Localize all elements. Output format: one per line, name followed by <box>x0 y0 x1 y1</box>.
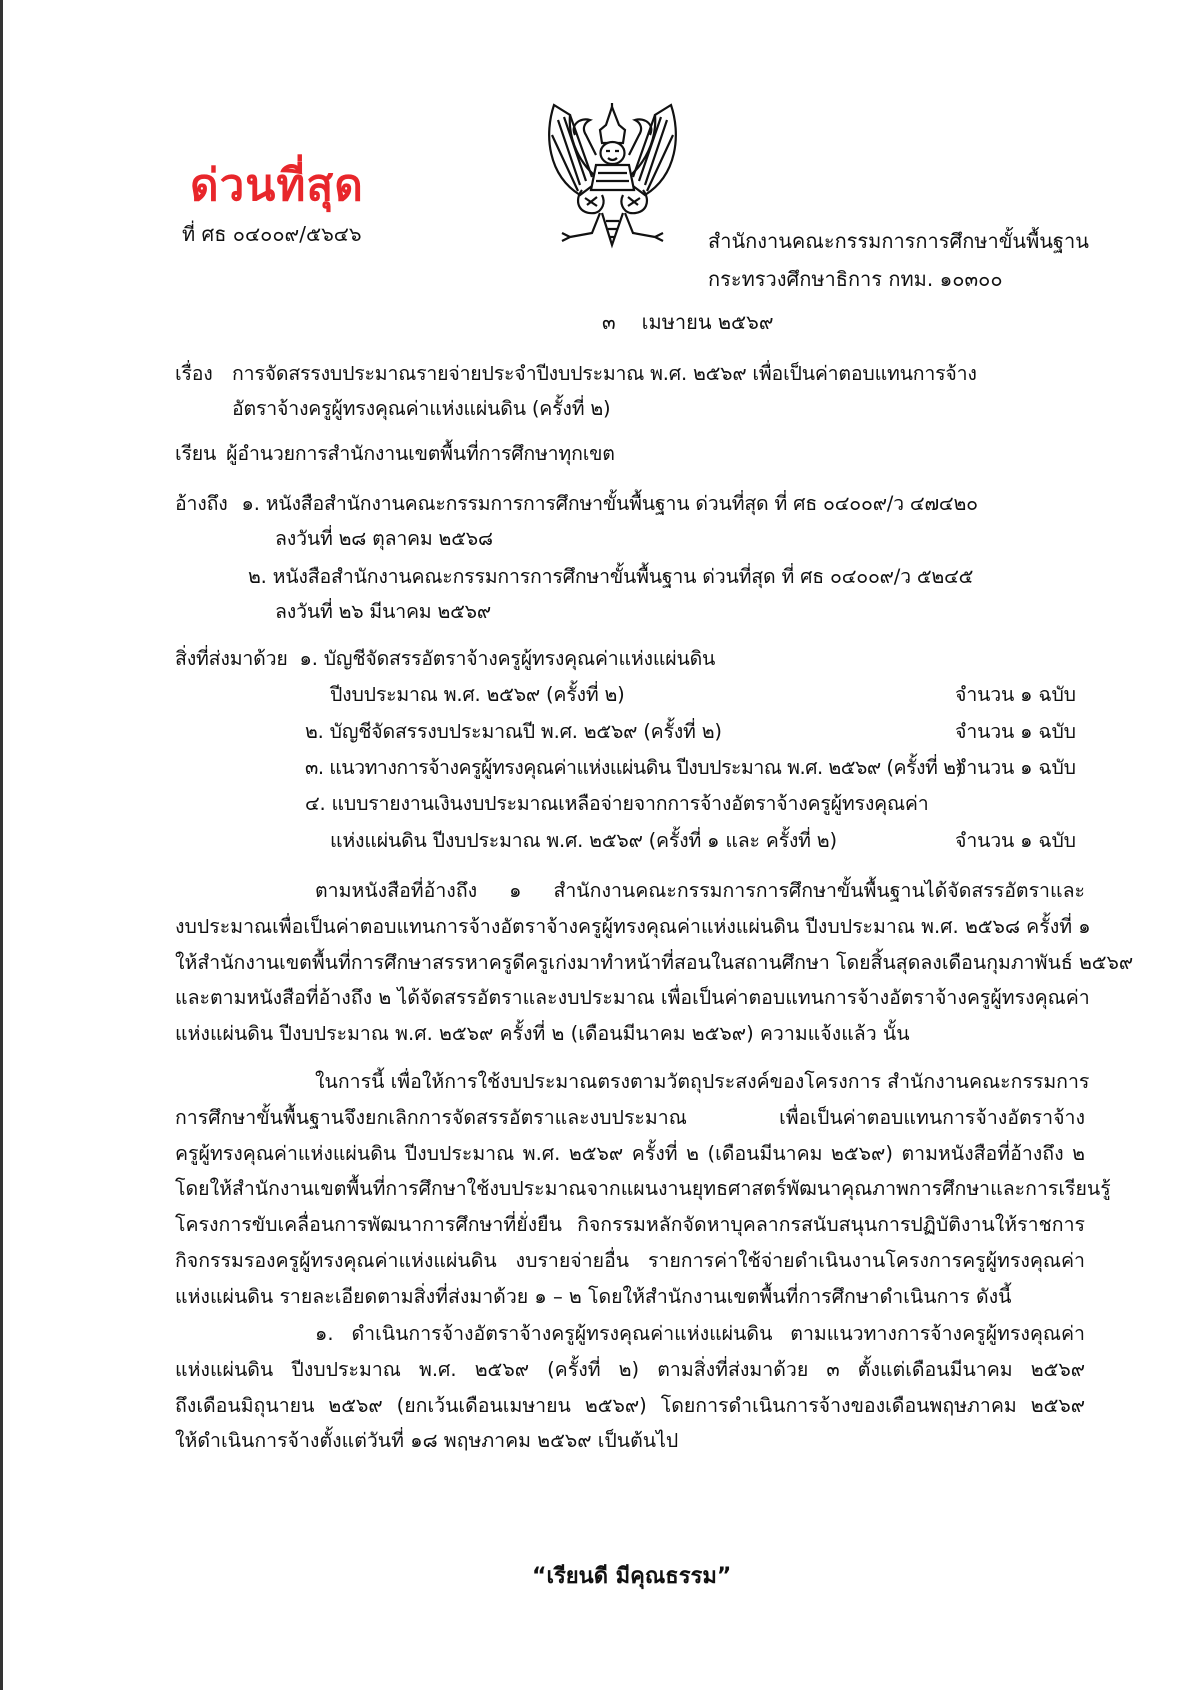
reference-1-date: ลงวันที่ ๒๘ ตุลาคม ๒๕๖๘ <box>275 527 493 550</box>
reference-2-date: ลงวันที่ ๒๖ มีนาคม ๒๕๖๙ <box>275 600 491 623</box>
agency-name: สำนักงานคณะกรรมการการศึกษาขั้นพื้นฐาน <box>708 229 1089 253</box>
attachment-1-line-2: ปีงบประมาณ พ.ศ. ๒๕๖๙ (ครั้งที่ ๒) <box>330 683 625 706</box>
attachments-label: สิ่งที่ส่งมาด้วย <box>175 647 288 670</box>
garuda-emblem-icon <box>540 95 685 250</box>
recipient-label: เรียน <box>175 442 217 465</box>
body-paragraph-2 <box>175 1064 1111 1315</box>
paragraph-1-line: และตามหนังสือที่อ้างถึง ๒ ได้จัดสรรอัตราและงบประมาณ เพื่อเป็นค่าตอบแทนการจ้างอัตราจ้างครูผู้ทรงคุณค่า <box>175 986 1090 1010</box>
issuing-agency <box>708 222 1089 298</box>
paragraph-3-line: แห่งแผ่นดิน ปีงบประมาณ พ.ศ. ๒๕๖๙ (ครั้งที่ ๒) ตามสิ่งที่ส่งมาด้วย ๓ ตั้งแต่เดือนมีนาคม ๒๕๖๙ <box>175 1357 1085 1381</box>
footer-motto: “เรียนดี มีคุณธรรม” <box>532 1564 732 1589</box>
urgency-stamp: ด่วนที่สุด <box>190 160 364 211</box>
references-line-1 <box>175 486 978 522</box>
attachment-1: ๑. บัญชีจัดสรรอัตราจ้างครูผู้ทรงคุณค่าแห่งแผ่นดิน <box>299 647 716 670</box>
paragraph-1-line: ให้สำนักงานเขตพื้นที่การศึกษาสรรหาครูดีครูเก่งมาทำหน้าที่สอนในสถานศึกษา โดยสิ้นสุดลงเดือนกุมภาพันธ์ ๒๕๖๙ <box>175 950 1134 974</box>
paragraph-2-line: โดยให้สำนักงานเขตพื้นที่การศึกษาใช้งบประมาณจากแผนงานยุทธศาสตร์พัฒนาคุณภาพการศึกษาและการเรียนรู้ <box>175 1177 1111 1201</box>
paragraph-3-line: ถึงเดือนมิถุนายน ๒๕๖๙ (ยกเว้นเดือนเมษายน ๒๕๖๙) โดยการดำเนินการจ้างของเดือนพฤษภาคม ๒๕๖๙ <box>175 1393 1085 1417</box>
paragraph-2-line: การศึกษาขั้นพื้นฐานจึงยกเลิกการจัดสรรอัตราและงบประมาณ เพื่อเป็นค่าตอบแทนการจ้างอัตราจ้าง <box>175 1105 1085 1129</box>
date-day: ๓ <box>602 310 616 334</box>
subject-label: เรื่อง <box>175 362 213 385</box>
attachment-4-quantity: จำนวน ๑ ฉบับ <box>955 829 1076 852</box>
body-paragraph-3 <box>175 1316 1085 1459</box>
subject-text-1: การจัดสรรงบประมาณรายจ่ายประจำปีงบประมาณ พ.ศ. ๒๕๖๙ เพื่อเป็นค่าตอบแทนการจ้าง <box>232 362 977 385</box>
subject-text-2: อัตราจ้างครูผู้ทรงคุณค่าแห่งแผ่นดิน (ครั้งที่ ๒) <box>232 397 611 420</box>
paragraph-1-line: แห่งแผ่นดิน ปีงบประมาณ พ.ศ. ๒๕๖๙ ครั้งที่ ๒ (เดือนมีนาคม ๒๕๖๙) ความแจ้งแล้ว นั้น <box>175 1022 910 1046</box>
attachments-line-1 <box>175 641 715 677</box>
paragraph-3-line: ให้ดำเนินการจ้างตั้งแต่วันที่ ๑๘ พฤษภาคม ๒๕๖๙ เป็นต้นไป <box>175 1429 679 1453</box>
paragraph-2-line: ครูผู้ทรงคุณค่าแห่งแผ่นดิน ปีงบประมาณ พ.ศ. ๒๕๖๙ ครั้งที่ ๒ (เดือนมีนาคม ๒๕๖๙) ตามหนังสือที่อ้างถึง ๒ <box>175 1141 1085 1165</box>
recipient-text: ผู้อำนวยการสำนักงานเขตพื้นที่การศึกษาทุกเขต <box>226 442 615 465</box>
paragraph-2-line: กิจกรรมรองครูผู้ทรงคุณค่าแห่งแผ่นดิน งบรายจ่ายอื่น รายการค่าใช้จ่ายดำเนินงานโครงการครูผู้ทรงคุณค่า <box>175 1248 1085 1272</box>
attachment-4: ๔. แบบรายงานเงินงบประมาณเหลือจ่ายจากการจ้างอัตราจ้างครูผู้ทรงคุณค่า <box>305 792 929 815</box>
scan-edge <box>0 0 3 1690</box>
paragraph-3-line: ๑. ดำเนินการจ้างอัตราจ้างครูผู้ทรงคุณค่าแห่งแผ่นดิน ตามแนวทางการจ้างครูผู้ทรงคุณค่า <box>315 1322 1085 1345</box>
references-label: อ้างถึง <box>175 492 228 515</box>
attachment-4-line-2: แห่งแผ่นดิน ปีงบประมาณ พ.ศ. ๒๕๖๙ (ครั้งที่ ๑ และ ครั้งที่ ๒) <box>330 829 837 852</box>
paragraph-2-line: แห่งแผ่นดิน รายละเอียดตามสิ่งที่ส่งมาด้วย ๑ – ๒ โดยให้สำนักงานเขตพื้นที่การศึกษาดำเนินการ ดังนี้ <box>175 1284 1012 1308</box>
reference-2: ๒. หนังสือสำนักงานคณะกรรมการการศึกษาขั้นพื้นฐาน ด่วนที่สุด ที่ ศธ ๐๔๐๐๙/ว ๕๒๔๕ <box>248 565 974 588</box>
paragraph-1-line: ตามหนังสือที่อ้างถึง ๑ สำนักงานคณะกรรมการการศึกษาขั้นพื้นฐานได้จัดสรรอัตราและ <box>315 879 1085 902</box>
agency-address: กระทรวงศึกษาธิการ กทม. ๑๐๓๐๐ <box>708 267 1003 291</box>
paragraph-1-line: งบประมาณเพื่อเป็นค่าตอบแทนการจ้างอัตราจ้างครูผู้ทรงคุณค่าแห่งแผ่นดิน ปีงบประมาณ พ.ศ. ๒๕๖๘ ครั้งที่ ๑ <box>175 914 1091 938</box>
body-paragraph-1 <box>175 873 1134 1052</box>
attachment-3: ๓. แนวทางการจ้างครูผู้ทรงคุณค่าแห่งแผ่นดิน ปีงบประมาณ พ.ศ. ๒๕๖๙ (ครั้งที่ ๒) <box>305 756 963 779</box>
date-month-year: เมษายน ๒๕๖๙ <box>641 310 774 334</box>
attachment-2: ๒. บัญชีจัดสรรงบประมาณปี พ.ศ. ๒๕๖๙ (ครั้งที่ ๒) <box>305 720 722 743</box>
reference-number: ที่ ศธ ๐๔๐๐๙/๕๖๔๖ <box>182 222 362 246</box>
attachment-3-quantity: จำนวน ๑ ฉบับ <box>955 756 1076 779</box>
paragraph-2-line: โครงการขับเคลื่อนการพัฒนาการศึกษาที่ยั่งยืน กิจกรรมหลักจัดหาบุคลากรสนับสนุนการปฏิบัติงานให้ราชการ <box>175 1213 1085 1237</box>
recipient-line <box>175 436 615 472</box>
subject-line-1 <box>175 356 977 392</box>
attachment-2-quantity: จำนวน ๑ ฉบับ <box>955 720 1076 743</box>
reference-1: ๑. หนังสือสำนักงานคณะกรรมการการศึกษาขั้นพื้นฐาน ด่วนที่สุด ที่ ศธ ๐๔๐๐๙/ว ๔๗๔๒๐ <box>241 492 978 515</box>
document-date <box>602 306 800 338</box>
attachment-1-quantity: จำนวน ๑ ฉบับ <box>955 683 1076 706</box>
paragraph-2-line: ในการนี้ เพื่อให้การใช้งบประมาณตรงตามวัตถุประสงค์ของโครงการ สำนักงานคณะกรรมการ <box>315 1070 1090 1093</box>
